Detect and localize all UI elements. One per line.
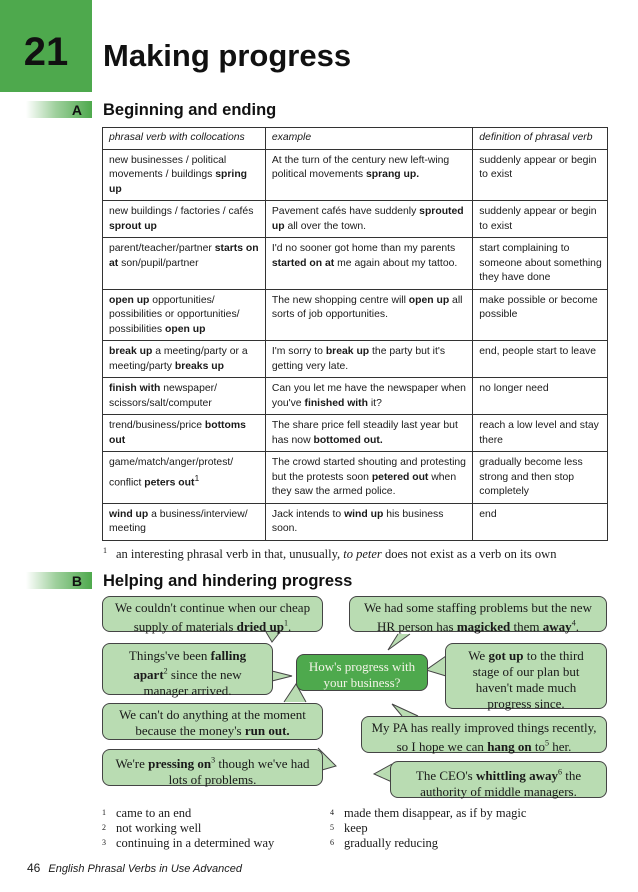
speech-bubble-dried-up: We couldn't continue when our cheap supply of materials dried $up^1$. xyxy=(102,596,323,632)
footnote-item: $^2$ not working well xyxy=(102,821,202,835)
cell-example: The new shopping centre will open up all sorts of job opportunities. xyxy=(265,289,472,341)
section-a-letter: A xyxy=(71,102,82,118)
footnote-item: $^6$ gradually reducing xyxy=(330,836,439,850)
speech-bubble-falling-apart: Things've been falling apart$^2$ since the new manager arrived. xyxy=(102,643,273,695)
section-b-bar xyxy=(26,572,92,589)
tail-b6 xyxy=(392,704,418,716)
header-definition: definition of phrasal verb xyxy=(473,128,608,150)
header-phrasal-verb: phrasal verb with collocations xyxy=(103,128,266,150)
cell-phrasal-verb: finish with newspaper/ scissors/salt/computer xyxy=(103,378,266,415)
cell-example: The crowd started shouting and protesting but the protests soon petered out when they saw the armed police. xyxy=(265,452,472,504)
cell-phrasal-verb: break up a meeting/party or a meeting/party breaks up xyxy=(103,341,266,378)
footnote-item: $^5$ keep xyxy=(330,821,368,835)
table-row xyxy=(103,289,608,341)
page-number: 46 xyxy=(27,861,41,875)
unit-number: 21 xyxy=(23,30,69,74)
table-row xyxy=(103,503,608,540)
section-b-letter: B xyxy=(71,573,82,589)
table-row xyxy=(103,378,608,415)
speech-bubble-whittling-away: The CEO's whittling away$^6$ the authority of middle managers. xyxy=(390,761,607,798)
cell-definition: gradually become less strong and then stop completely xyxy=(473,452,608,504)
cell-phrasal-verb: game/match/anger/protest/ conflict peters out$^1$ xyxy=(103,452,266,504)
footnote-item: $^1$ came to an end xyxy=(102,806,192,820)
table-row xyxy=(103,452,608,504)
phrasal-verb-table xyxy=(102,127,608,541)
speech-bubble-pressing-on: We're pressing $on^3$ though we've had lots of problems. xyxy=(102,749,323,786)
cell-definition: reach a low level and stay there xyxy=(473,415,608,452)
cell-phrasal-verb: parent/teacher/partner starts on at son/pupil/partner xyxy=(103,238,266,290)
cell-definition: suddenly appear or begin to exist xyxy=(473,201,608,238)
speech-bubble-magicked-away: We had some staffing problems but the new HR person has magicked them away$^4$. xyxy=(349,596,607,632)
footnotes-right xyxy=(330,806,590,851)
cell-example: I'm sorry to break up the party but it's getting very late. xyxy=(265,341,472,378)
section-a-title: Beginning and ending xyxy=(103,101,277,119)
header-example: example xyxy=(265,128,472,150)
central-question-bubble xyxy=(296,654,428,691)
cell-definition: start complaining to someone about something they have done xyxy=(473,238,608,290)
section-a-footnote xyxy=(103,546,556,562)
cell-definition: no longer need xyxy=(473,378,608,415)
page-title: Making progress xyxy=(103,38,352,73)
cell-definition: end, people start to leave xyxy=(473,341,608,378)
speech-bubble-got-up-to: We got up to the third stage of our plan but haven't made much progress since. xyxy=(445,643,607,709)
table-row xyxy=(103,341,608,378)
cell-definition: end xyxy=(473,503,608,540)
table-row xyxy=(103,201,608,238)
cell-phrasal-verb: new businesses / political movements / buildings spring up xyxy=(103,149,266,201)
section-b-title: Helping and hindering progress xyxy=(103,572,353,590)
speech-bubble-run-out: We can't do anything at the moment because the money's run out. xyxy=(102,703,323,740)
cell-phrasal-verb: open up opportunities/ possibilities or opportunities/ possibilities open up xyxy=(103,289,266,341)
cell-example: Pavement cafés have suddenly sprouted up all over the town. xyxy=(265,201,472,238)
footnotes-left xyxy=(102,806,332,851)
cell-example: I'd no sooner got home than my parents started on at me again about my tattoo. xyxy=(265,238,472,290)
cell-example: At the turn of the century new left-wing political movements sprang up. xyxy=(265,149,472,201)
footnote-item: $^4$ made them disappear, as if by magic xyxy=(330,806,527,820)
section-a-bar xyxy=(26,101,92,118)
cell-phrasal-verb: trend/business/price bottoms out xyxy=(103,415,266,452)
book-title: English Phrasal Verbs in Use Advanced xyxy=(48,863,242,875)
cell-example: Can you let me have the newspaper when you've finished with it? xyxy=(265,378,472,415)
cell-phrasal-verb: wind up a business/interview/ meeting xyxy=(103,503,266,540)
speech-bubble-hang-on-to: My PA has really improved things recently, so I hope we can hang on $to^5$ her. xyxy=(361,716,607,753)
cell-example: The share price fell steadily last year but has now bottomed out. xyxy=(265,415,472,452)
cell-definition: suddenly appear or begin to exist xyxy=(473,149,608,201)
page-footer xyxy=(27,861,242,875)
footnote-number: 1 xyxy=(103,546,107,555)
cell-definition: make possible or become possible xyxy=(473,289,608,341)
tail-b2 xyxy=(388,634,410,650)
table-row xyxy=(103,238,608,290)
central-question: How's progress with your business? xyxy=(308,659,416,690)
cell-phrasal-verb: new buildings / factories / cafés sprout up xyxy=(103,201,266,238)
table-header-row xyxy=(103,128,608,150)
footnote-item: $^3$ continuing in a determined way xyxy=(102,836,275,850)
table-row xyxy=(103,415,608,452)
cell-example: Jack intends to wind up his business soon. xyxy=(265,503,472,540)
table-row xyxy=(103,149,608,201)
tail-b4 xyxy=(426,656,446,676)
footnote-text: an interesting phrasal verb in that, unusually, to peter does not exist as a verb on its own xyxy=(116,547,557,562)
